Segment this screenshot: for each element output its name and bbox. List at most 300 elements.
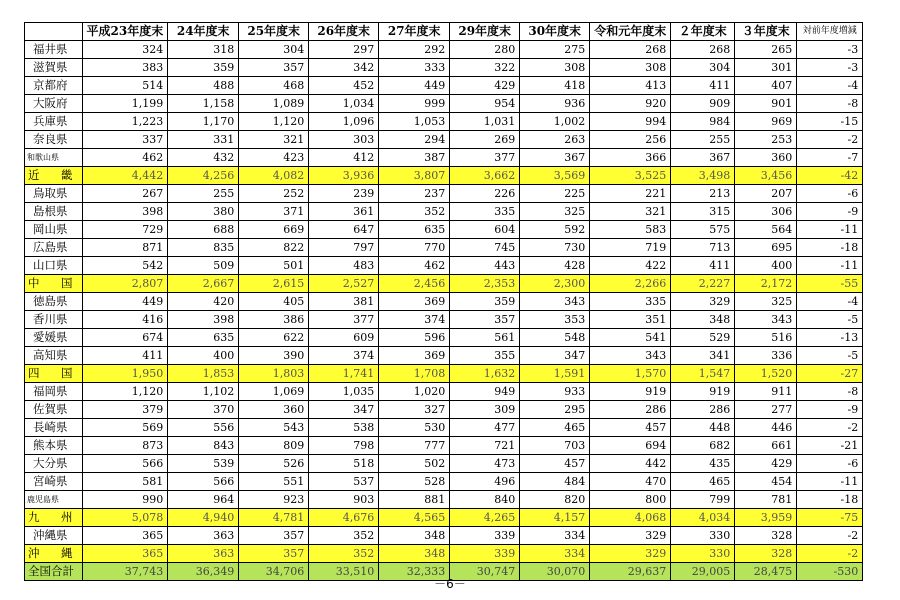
- table-cell: 730: [520, 239, 590, 257]
- column-header: ３年度末: [735, 23, 797, 41]
- table-cell: 3,498: [671, 167, 735, 185]
- row-label: 滋賀県: [25, 59, 83, 77]
- table-cell: 343: [590, 347, 671, 365]
- table-cell: 820: [520, 491, 590, 509]
- table-row: [25, 437, 863, 455]
- row-label: 佐賀県: [25, 401, 83, 419]
- table-cell: 835: [168, 239, 239, 257]
- table-cell: 435: [671, 455, 735, 473]
- table-cell: 1,120: [239, 113, 309, 131]
- table-cell: 509: [168, 257, 239, 275]
- table-cell: 379: [82, 401, 168, 419]
- table-cell: 454: [735, 473, 797, 491]
- table-cell: 411: [671, 257, 735, 275]
- column-header: 25年度末: [239, 23, 309, 41]
- table-cell: 239: [309, 185, 379, 203]
- table-cell: 367: [520, 149, 590, 167]
- table-cell: 468: [239, 77, 309, 95]
- table-cell: 337: [82, 131, 168, 149]
- table-cell: 3,959: [735, 509, 797, 527]
- table-cell: 449: [379, 77, 450, 95]
- table-cell: 954: [450, 95, 520, 113]
- table-cell: -3: [797, 41, 863, 59]
- table-cell: 566: [82, 455, 168, 473]
- table-cell: 1,102: [168, 383, 239, 401]
- table-cell: 4,034: [671, 509, 735, 527]
- table-cell: 398: [82, 203, 168, 221]
- table-cell: 342: [309, 59, 379, 77]
- table-row: [25, 455, 863, 473]
- row-label: 鳥取県: [25, 185, 83, 203]
- table-row: [25, 239, 863, 257]
- table-cell: -2: [797, 527, 863, 545]
- table-cell: 923: [239, 491, 309, 509]
- table-cell: 2,807: [82, 275, 168, 293]
- table-cell: 275: [520, 41, 590, 59]
- table-cell: 256: [590, 131, 671, 149]
- table-cell: 688: [168, 221, 239, 239]
- table-cell: 541: [590, 329, 671, 347]
- table-cell: 2,353: [450, 275, 520, 293]
- table-cell: 359: [168, 59, 239, 77]
- table-cell: 267: [82, 185, 168, 203]
- table-cell: 528: [379, 473, 450, 491]
- table-cell: 351: [590, 311, 671, 329]
- table-cell: 797: [309, 239, 379, 257]
- table-cell: 268: [590, 41, 671, 59]
- row-label: 全国合計: [25, 563, 83, 581]
- table-cell: 329: [590, 545, 671, 563]
- table-cell: 428: [520, 257, 590, 275]
- table-cell: 798: [309, 437, 379, 455]
- table-cell: 1,223: [82, 113, 168, 131]
- table-cell: 432: [168, 149, 239, 167]
- table-cell: -4: [797, 293, 863, 311]
- table-cell: 1,096: [309, 113, 379, 131]
- table-cell: 729: [82, 221, 168, 239]
- row-label: 京都府: [25, 77, 83, 95]
- row-label: 徳島県: [25, 293, 83, 311]
- table-cell: 1,053: [379, 113, 450, 131]
- table-cell: 3,807: [379, 167, 450, 185]
- table-cell: 822: [239, 239, 309, 257]
- row-label: 広島県: [25, 239, 83, 257]
- table-cell: 36,349: [168, 563, 239, 581]
- table-cell: 418: [520, 77, 590, 95]
- table-cell: 315: [671, 203, 735, 221]
- table-row: [25, 95, 863, 113]
- table-cell: 781: [735, 491, 797, 509]
- table-cell: 308: [520, 59, 590, 77]
- table-cell: 328: [735, 527, 797, 545]
- table-cell: -3: [797, 59, 863, 77]
- table-row: [25, 221, 863, 239]
- table-cell: 304: [239, 41, 309, 59]
- table-cell: 581: [82, 473, 168, 491]
- table-cell: 213: [671, 185, 735, 203]
- table-cell: 462: [82, 149, 168, 167]
- table-cell: 1,547: [671, 365, 735, 383]
- table-cell: 871: [82, 239, 168, 257]
- table-cell: 556: [168, 419, 239, 437]
- table-cell: 226: [450, 185, 520, 203]
- table-cell: 526: [239, 455, 309, 473]
- table-cell: -9: [797, 401, 863, 419]
- table-cell: 2,300: [520, 275, 590, 293]
- table-cell: 843: [168, 437, 239, 455]
- table-cell: 457: [590, 419, 671, 437]
- row-label: 四 国: [25, 365, 83, 383]
- table-cell: 361: [309, 203, 379, 221]
- table-cell: 1,520: [735, 365, 797, 383]
- table-cell: 331: [168, 131, 239, 149]
- table-cell: 30,070: [520, 563, 590, 581]
- table-cell: 496: [450, 473, 520, 491]
- row-label: 沖縄県: [25, 527, 83, 545]
- table-cell: 881: [379, 491, 450, 509]
- table-cell: 328: [735, 545, 797, 563]
- table-cell: 1,069: [239, 383, 309, 401]
- row-label: 沖 縄: [25, 545, 83, 563]
- table-cell: 661: [735, 437, 797, 455]
- table-cell: 255: [168, 185, 239, 203]
- table-cell: 4,157: [520, 509, 590, 527]
- column-header: 24年度末: [168, 23, 239, 41]
- column-header-change: 対前年度増減: [797, 23, 863, 41]
- table-cell: 1,035: [309, 383, 379, 401]
- table-cell: 609: [309, 329, 379, 347]
- table-cell: 355: [450, 347, 520, 365]
- table-cell: 429: [450, 77, 520, 95]
- table-cell: -5: [797, 311, 863, 329]
- table-cell: 1,570: [590, 365, 671, 383]
- row-label: 九 州: [25, 509, 83, 527]
- table-cell: 4,676: [309, 509, 379, 527]
- table-row: [25, 203, 863, 221]
- table-cell: 295: [520, 401, 590, 419]
- table-cell: 694: [590, 437, 671, 455]
- table-cell: 477: [450, 419, 520, 437]
- table-cell: 360: [735, 149, 797, 167]
- table-cell: 1,034: [309, 95, 379, 113]
- table-cell: 422: [590, 257, 671, 275]
- table-cell: 539: [168, 455, 239, 473]
- table-cell: 306: [735, 203, 797, 221]
- table-cell: 334: [520, 545, 590, 563]
- table-cell: 799: [671, 491, 735, 509]
- table-cell: 348: [379, 545, 450, 563]
- table-cell: 635: [168, 329, 239, 347]
- table-cell: 360: [239, 401, 309, 419]
- table-cell: 416: [82, 311, 168, 329]
- table-cell: 329: [590, 527, 671, 545]
- table-cell: 386: [239, 311, 309, 329]
- table-cell: 334: [520, 527, 590, 545]
- table-cell: 268: [671, 41, 735, 59]
- region-subtotal-row: [25, 365, 863, 383]
- table-cell: 596: [379, 329, 450, 347]
- table-cell: 324: [82, 41, 168, 59]
- table-cell: 949: [450, 383, 520, 401]
- table-cell: 1,199: [82, 95, 168, 113]
- table-cell: 514: [82, 77, 168, 95]
- table-cell: 3,569: [520, 167, 590, 185]
- table-row: [25, 59, 863, 77]
- table-cell: 569: [82, 419, 168, 437]
- column-header: 29年度末: [450, 23, 520, 41]
- table-cell: 777: [379, 437, 450, 455]
- table-row: [25, 311, 863, 329]
- table-cell: 321: [239, 131, 309, 149]
- table-cell: 575: [671, 221, 735, 239]
- table-cell: 335: [450, 203, 520, 221]
- table-cell: 321: [590, 203, 671, 221]
- table-cell: -6: [797, 185, 863, 203]
- table-row: [25, 131, 863, 149]
- table-cell: 398: [168, 311, 239, 329]
- column-header: 27年度末: [379, 23, 450, 41]
- table-cell: 286: [671, 401, 735, 419]
- table-cell: 1,002: [520, 113, 590, 131]
- table-row: [25, 185, 863, 203]
- table-cell: 352: [309, 545, 379, 563]
- table-cell: 339: [450, 545, 520, 563]
- row-label: 香川県: [25, 311, 83, 329]
- table-cell: 341: [671, 347, 735, 365]
- table-cell: -9: [797, 203, 863, 221]
- row-label: 岡山県: [25, 221, 83, 239]
- table-cell: 1,170: [168, 113, 239, 131]
- table-cell: 255: [671, 131, 735, 149]
- table-cell: 405: [239, 293, 309, 311]
- table-cell: 369: [379, 347, 450, 365]
- table-row: [25, 527, 863, 545]
- table-cell: 369: [379, 293, 450, 311]
- table-cell: 4,265: [450, 509, 520, 527]
- table-cell: -13: [797, 329, 863, 347]
- row-label: 宮崎県: [25, 473, 83, 491]
- table-cell: -5: [797, 347, 863, 365]
- table-cell: 381: [309, 293, 379, 311]
- table-cell: 221: [590, 185, 671, 203]
- table-cell: 873: [82, 437, 168, 455]
- row-label: 大分県: [25, 455, 83, 473]
- table-row: [25, 329, 863, 347]
- table-row: [25, 491, 863, 509]
- table-cell: 566: [168, 473, 239, 491]
- table-row: [25, 113, 863, 131]
- table-cell: 2,615: [239, 275, 309, 293]
- table-cell: 1,853: [168, 365, 239, 383]
- table-cell: 34,706: [239, 563, 309, 581]
- header-row: [25, 23, 863, 41]
- table-cell: 647: [309, 221, 379, 239]
- table-cell: 325: [520, 203, 590, 221]
- table-cell: 366: [590, 149, 671, 167]
- table-cell: 322: [450, 59, 520, 77]
- table-cell: -11: [797, 257, 863, 275]
- table-cell: 809: [239, 437, 309, 455]
- region-subtotal-row: [25, 275, 863, 293]
- page-number: －6－: [434, 577, 466, 591]
- table-cell: 363: [168, 545, 239, 563]
- row-label: 福岡県: [25, 383, 83, 401]
- table-cell: 269: [450, 131, 520, 149]
- table-cell: 318: [168, 41, 239, 59]
- table-cell: 347: [520, 347, 590, 365]
- table-cell: 1,031: [450, 113, 520, 131]
- table-cell: 347: [309, 401, 379, 419]
- table-cell: -18: [797, 239, 863, 257]
- table-cell: 413: [590, 77, 671, 95]
- table-cell: -7: [797, 149, 863, 167]
- table-cell: 420: [168, 293, 239, 311]
- table-cell: 721: [450, 437, 520, 455]
- row-label: 近 畿: [25, 167, 83, 185]
- row-label: 山口県: [25, 257, 83, 275]
- table-cell: 280: [450, 41, 520, 59]
- table-cell: 516: [735, 329, 797, 347]
- table-cell: -55: [797, 275, 863, 293]
- table-cell: 442: [590, 455, 671, 473]
- table-cell: 367: [671, 149, 735, 167]
- table-cell: 604: [450, 221, 520, 239]
- table-cell: 335: [590, 293, 671, 311]
- table-cell: -8: [797, 95, 863, 113]
- table-row: [25, 473, 863, 491]
- table-row: [25, 383, 863, 401]
- table-cell: 3,525: [590, 167, 671, 185]
- table-cell: 333: [379, 59, 450, 77]
- table-cell: 933: [520, 383, 590, 401]
- table-cell: 348: [379, 527, 450, 545]
- row-label: 和歌山県: [25, 149, 83, 167]
- table-cell: 357: [239, 59, 309, 77]
- table-cell: 483: [309, 257, 379, 275]
- header-corner: [25, 23, 83, 41]
- table-cell: -4: [797, 77, 863, 95]
- table-cell: 2,227: [671, 275, 735, 293]
- table-cell: 2,456: [379, 275, 450, 293]
- row-label: 大阪府: [25, 95, 83, 113]
- table-cell: 994: [590, 113, 671, 131]
- table-cell: 449: [82, 293, 168, 311]
- table-cell: 407: [735, 77, 797, 95]
- table-cell: 352: [379, 203, 450, 221]
- table-cell: 28,475: [735, 563, 797, 581]
- table-cell: 277: [735, 401, 797, 419]
- row-label: 奈良県: [25, 131, 83, 149]
- table-cell: 457: [520, 455, 590, 473]
- row-label: 兵庫県: [25, 113, 83, 131]
- table-cell: 353: [520, 311, 590, 329]
- row-label: 中 国: [25, 275, 83, 293]
- table-cell: 840: [450, 491, 520, 509]
- table-cell: -18: [797, 491, 863, 509]
- table-cell: 4,442: [82, 167, 168, 185]
- table-row: [25, 149, 863, 167]
- table-cell: 1,632: [450, 365, 520, 383]
- table-cell: 37,743: [82, 563, 168, 581]
- table-cell: 452: [309, 77, 379, 95]
- table-cell: 253: [735, 131, 797, 149]
- row-label: 熊本県: [25, 437, 83, 455]
- table-cell: 377: [450, 149, 520, 167]
- table-cell: 484: [520, 473, 590, 491]
- table-row: [25, 257, 863, 275]
- table-cell: 411: [671, 77, 735, 95]
- table-cell: 529: [671, 329, 735, 347]
- table-cell: 297: [309, 41, 379, 59]
- table-cell: 336: [735, 347, 797, 365]
- table-cell: 357: [239, 545, 309, 563]
- column-header: 30年度末: [520, 23, 590, 41]
- table-cell: 265: [735, 41, 797, 59]
- table-cell: 380: [168, 203, 239, 221]
- table-cell: -42: [797, 167, 863, 185]
- table-cell: 304: [671, 59, 735, 77]
- table-cell: 488: [168, 77, 239, 95]
- table-cell: 308: [590, 59, 671, 77]
- table-cell: 429: [735, 455, 797, 473]
- table-cell: 1,950: [82, 365, 168, 383]
- table-cell: 909: [671, 95, 735, 113]
- table-cell: 502: [379, 455, 450, 473]
- table-cell: -21: [797, 437, 863, 455]
- table-cell: 352: [309, 527, 379, 545]
- table-cell: 329: [671, 293, 735, 311]
- table-cell: 990: [82, 491, 168, 509]
- table-row: [25, 347, 863, 365]
- table-cell: 390: [239, 347, 309, 365]
- table-cell: 237: [379, 185, 450, 203]
- table-cell: 530: [379, 419, 450, 437]
- table-cell: -6: [797, 455, 863, 473]
- table-cell: 745: [450, 239, 520, 257]
- table-cell: 473: [450, 455, 520, 473]
- table-cell: 301: [735, 59, 797, 77]
- table-cell: -530: [797, 563, 863, 581]
- table-cell: 400: [168, 347, 239, 365]
- row-label: 長崎県: [25, 419, 83, 437]
- table-cell: 695: [735, 239, 797, 257]
- table-cell: 363: [168, 527, 239, 545]
- table-cell: 252: [239, 185, 309, 203]
- table-cell: 465: [671, 473, 735, 491]
- row-label: 福井県: [25, 41, 83, 59]
- table-cell: 1,089: [239, 95, 309, 113]
- table-cell: 635: [379, 221, 450, 239]
- table-cell: 412: [309, 149, 379, 167]
- table-cell: 537: [309, 473, 379, 491]
- table-cell: 225: [520, 185, 590, 203]
- region-subtotal-row: [25, 509, 863, 527]
- table-cell: 400: [735, 257, 797, 275]
- table-cell: 583: [590, 221, 671, 239]
- table-cell: 343: [520, 293, 590, 311]
- region-subtotal-row: [25, 167, 863, 185]
- table-cell: 936: [520, 95, 590, 113]
- table-cell: 374: [379, 311, 450, 329]
- table-cell: 327: [379, 401, 450, 419]
- table-cell: 325: [735, 293, 797, 311]
- table-cell: 800: [590, 491, 671, 509]
- table-cell: 263: [520, 131, 590, 149]
- table-row: [25, 419, 863, 437]
- table-cell: 713: [671, 239, 735, 257]
- table-cell: 1,591: [520, 365, 590, 383]
- table-cell: 292: [379, 41, 450, 59]
